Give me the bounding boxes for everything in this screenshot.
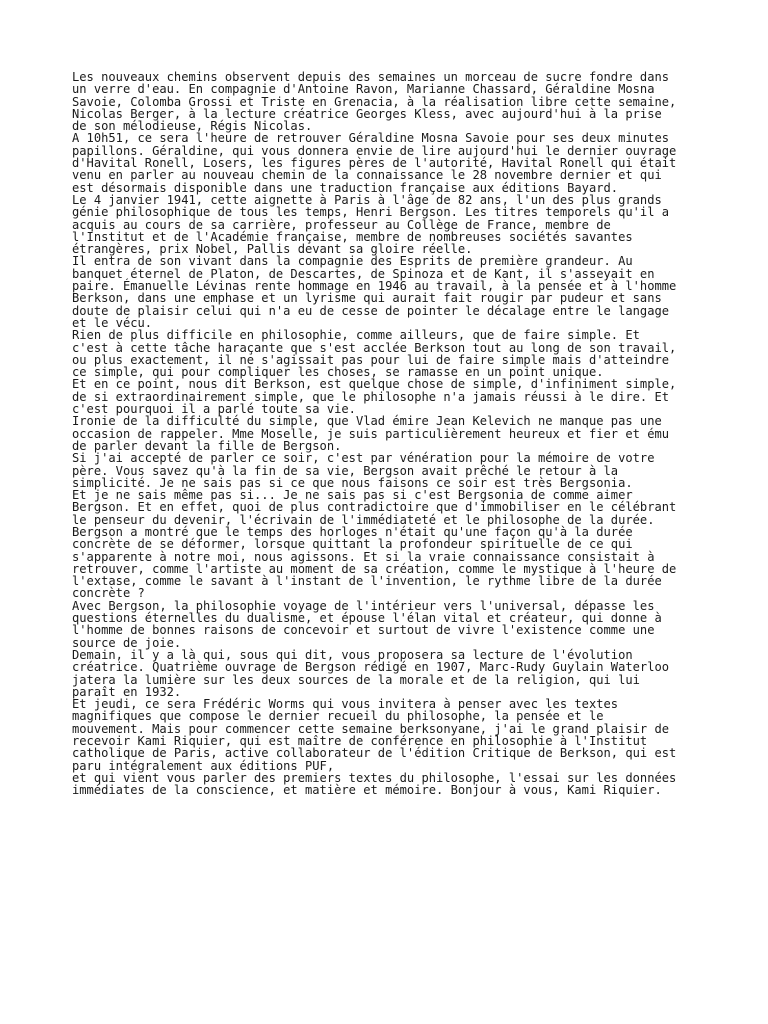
paragraph-tomorrow: Demain, il y a là qui, sous qui dit, vous proposera sa lecture de l'évolution créatrice. Quatrième ouvrage de Bergson rédigé en 1907, Marc-Rudy Guylain Waterloo jatera la lumière sur les deux sources de la morale et de la religion, qui lui paraît en 1932. [72, 647, 670, 699]
paragraph-veneration: Si j'ai accepté de parler ce soir, c'est par vénération pour la mémoire de votre père. Vous savez qu'à la fin de sa vie, Bergson avait prêché le retour à la simplicité. Je ne sais pas si ce que nous faisons ce soir est très Bergsonia. [72, 451, 655, 490]
paragraph-contradiction: Et je ne sais même pas si... Je ne sais pas si c'est Bergsonia de comme aimer Bergson. Et en effet, quoi de plus contradictoire que d'immobiliser en le célébrant le penseur du devenir, l'écrivain de l'immédiateté et le philosophe de la durée. Bergson a montré que le temps des horloges n'était qu'une façon qu'à la durée concrète de se déformer, lorsque quittant la profondeur spirituelle de ce qui s'apparente à notre moi, nous agissons. Et si la vraie connaissance consistait à retrouver, comme l'artiste au moment de sa création, comme le mystique à l'heure de l'extase, comme le savant à l'instant de l'invention, le rythme libre de la durée concrète ? [72, 488, 677, 601]
paragraph-great-spirits: Il entra de son vivant dans la compagnie des Esprits de première grandeur. Au banquet éternel de Platon, de Descartes, de Spinoza et de Kant, il s'asseyait en paire. Émanuelle Lévinas rente hommage en 1946 au travail, à la pensée et à l'homme Berkson, dans une emphase et un lyrisme qui aurait fait rougir par pudeur et sans doute de plaisir celui qui n'a eu de cesse de pointer le décalage entre le langage et le vécu. [72, 254, 677, 330]
paragraph-difficulty-simple: Rien de plus difficile en philosophie, comme ailleurs, que de faire simple. Et c'est à cette tâche haraçante que s'est acclée Berkson tout au long de son travail, ou plus exactement, il ne s'agissait pas pour lui de faire simple mais d'atteindre ce simple, qui pour compliquer les choses, se ramasse en un point unique. [72, 328, 677, 380]
paragraph-bergson-death: Le 4 janvier 1941, cette aignette à Paris à l'âge de 82 ans, l'un des plus grands génie philosophique de tous les temps, Henri Bergson. Les titres temporels qu'il a acquis au cours de sa carrière, professeur au Collège de France, membre de l'Institut et de l'Académie française, membre de nombreuses sociétés savantes étrangères, prix Nobel, Pallis devant sa gloire réelle. [72, 192, 670, 257]
paragraph-irony: Ironie de la difficulté du simple, que Vlad émire Jean Kelevich ne manque pas une occasion de rappeler. Mme Moselle, je suis particulièrement heureux et fier et ému de parler devant la fille de Bergson. [72, 414, 670, 453]
paragraph-philosophy-voyage: Avec Bergson, la philosophie voyage de l'intérieur vers l'universal, dépasse les questions éternelles du dualisme, et épouse l'élan vital et créateur, qui donne à l'homme de bonnes raisons de concevoir et surtout de vivre l'existence comme une source de joie. [72, 598, 662, 650]
document-page [72, 71, 712, 797]
paragraph-simple-point: Et en ce point, nous dit Berkson, est quelque chose de simple, d'infiniment simple, de si extraordinairement simple, que le philosophe n'a jamais réussi à le dire. Et c'est pourquoi il a parlé toute sa vie. [72, 377, 677, 417]
paragraph-thursday: Et jeudi, ce sera Frédéric Worms qui vous invitera à penser avec les textes magnifiques que compose le dernier recueil du philosophe, la pensée et le mouvement. Mais pour commencer cette semaine berksonyane, j'ai le grand plaisir de recevoir Kami Riquier, qui est maître de conférence en philosophie à l'Institut catholique de Paris, active collaborateur de l'édition Critique de Berkson, qui est paru intégralement aux éditions PUF, [72, 697, 677, 773]
paragraph-welcome-guest: et qui vient vous parler des premiers textes du philosophe, l'essai sur les données immédiates de la conscience, et matière et mémoire. Bonjour à vous, Kami Riquier. [72, 770, 677, 798]
paragraph-papillons: A 10h51, ce sera l'heure de retrouver Géraldine Mosna Savoie pour ses deux minutes papillons. Géraldine, qui vous donnera envie de lire aujourd'hui le dernier ouvrage d'Havital Ronell, Losers, les figures pères de l'autorité, Havital Ronell qui était venu en parler au nouveau chemin de la connaissance le 28 novembre dernier et qui est désormais disponible dans une traduction française aux éditions Bayard. [72, 131, 677, 195]
paragraph-intro: Les nouveaux chemins observent depuis des semaines un morceau de sucre fondre dans un verre d'eau. En compagnie d'Antoine Ravon, Marianne Chassard, Géraldine Mosna Savoie, Colomba Grossi et Triste en Grenacia, à la réalisation libre cette semaine, Nicolas Berger, à la lecture créatrice Georges Kless, avec aujourd'hui à la prise de son mélodieuse, Régis Nicolas. [72, 70, 677, 134]
